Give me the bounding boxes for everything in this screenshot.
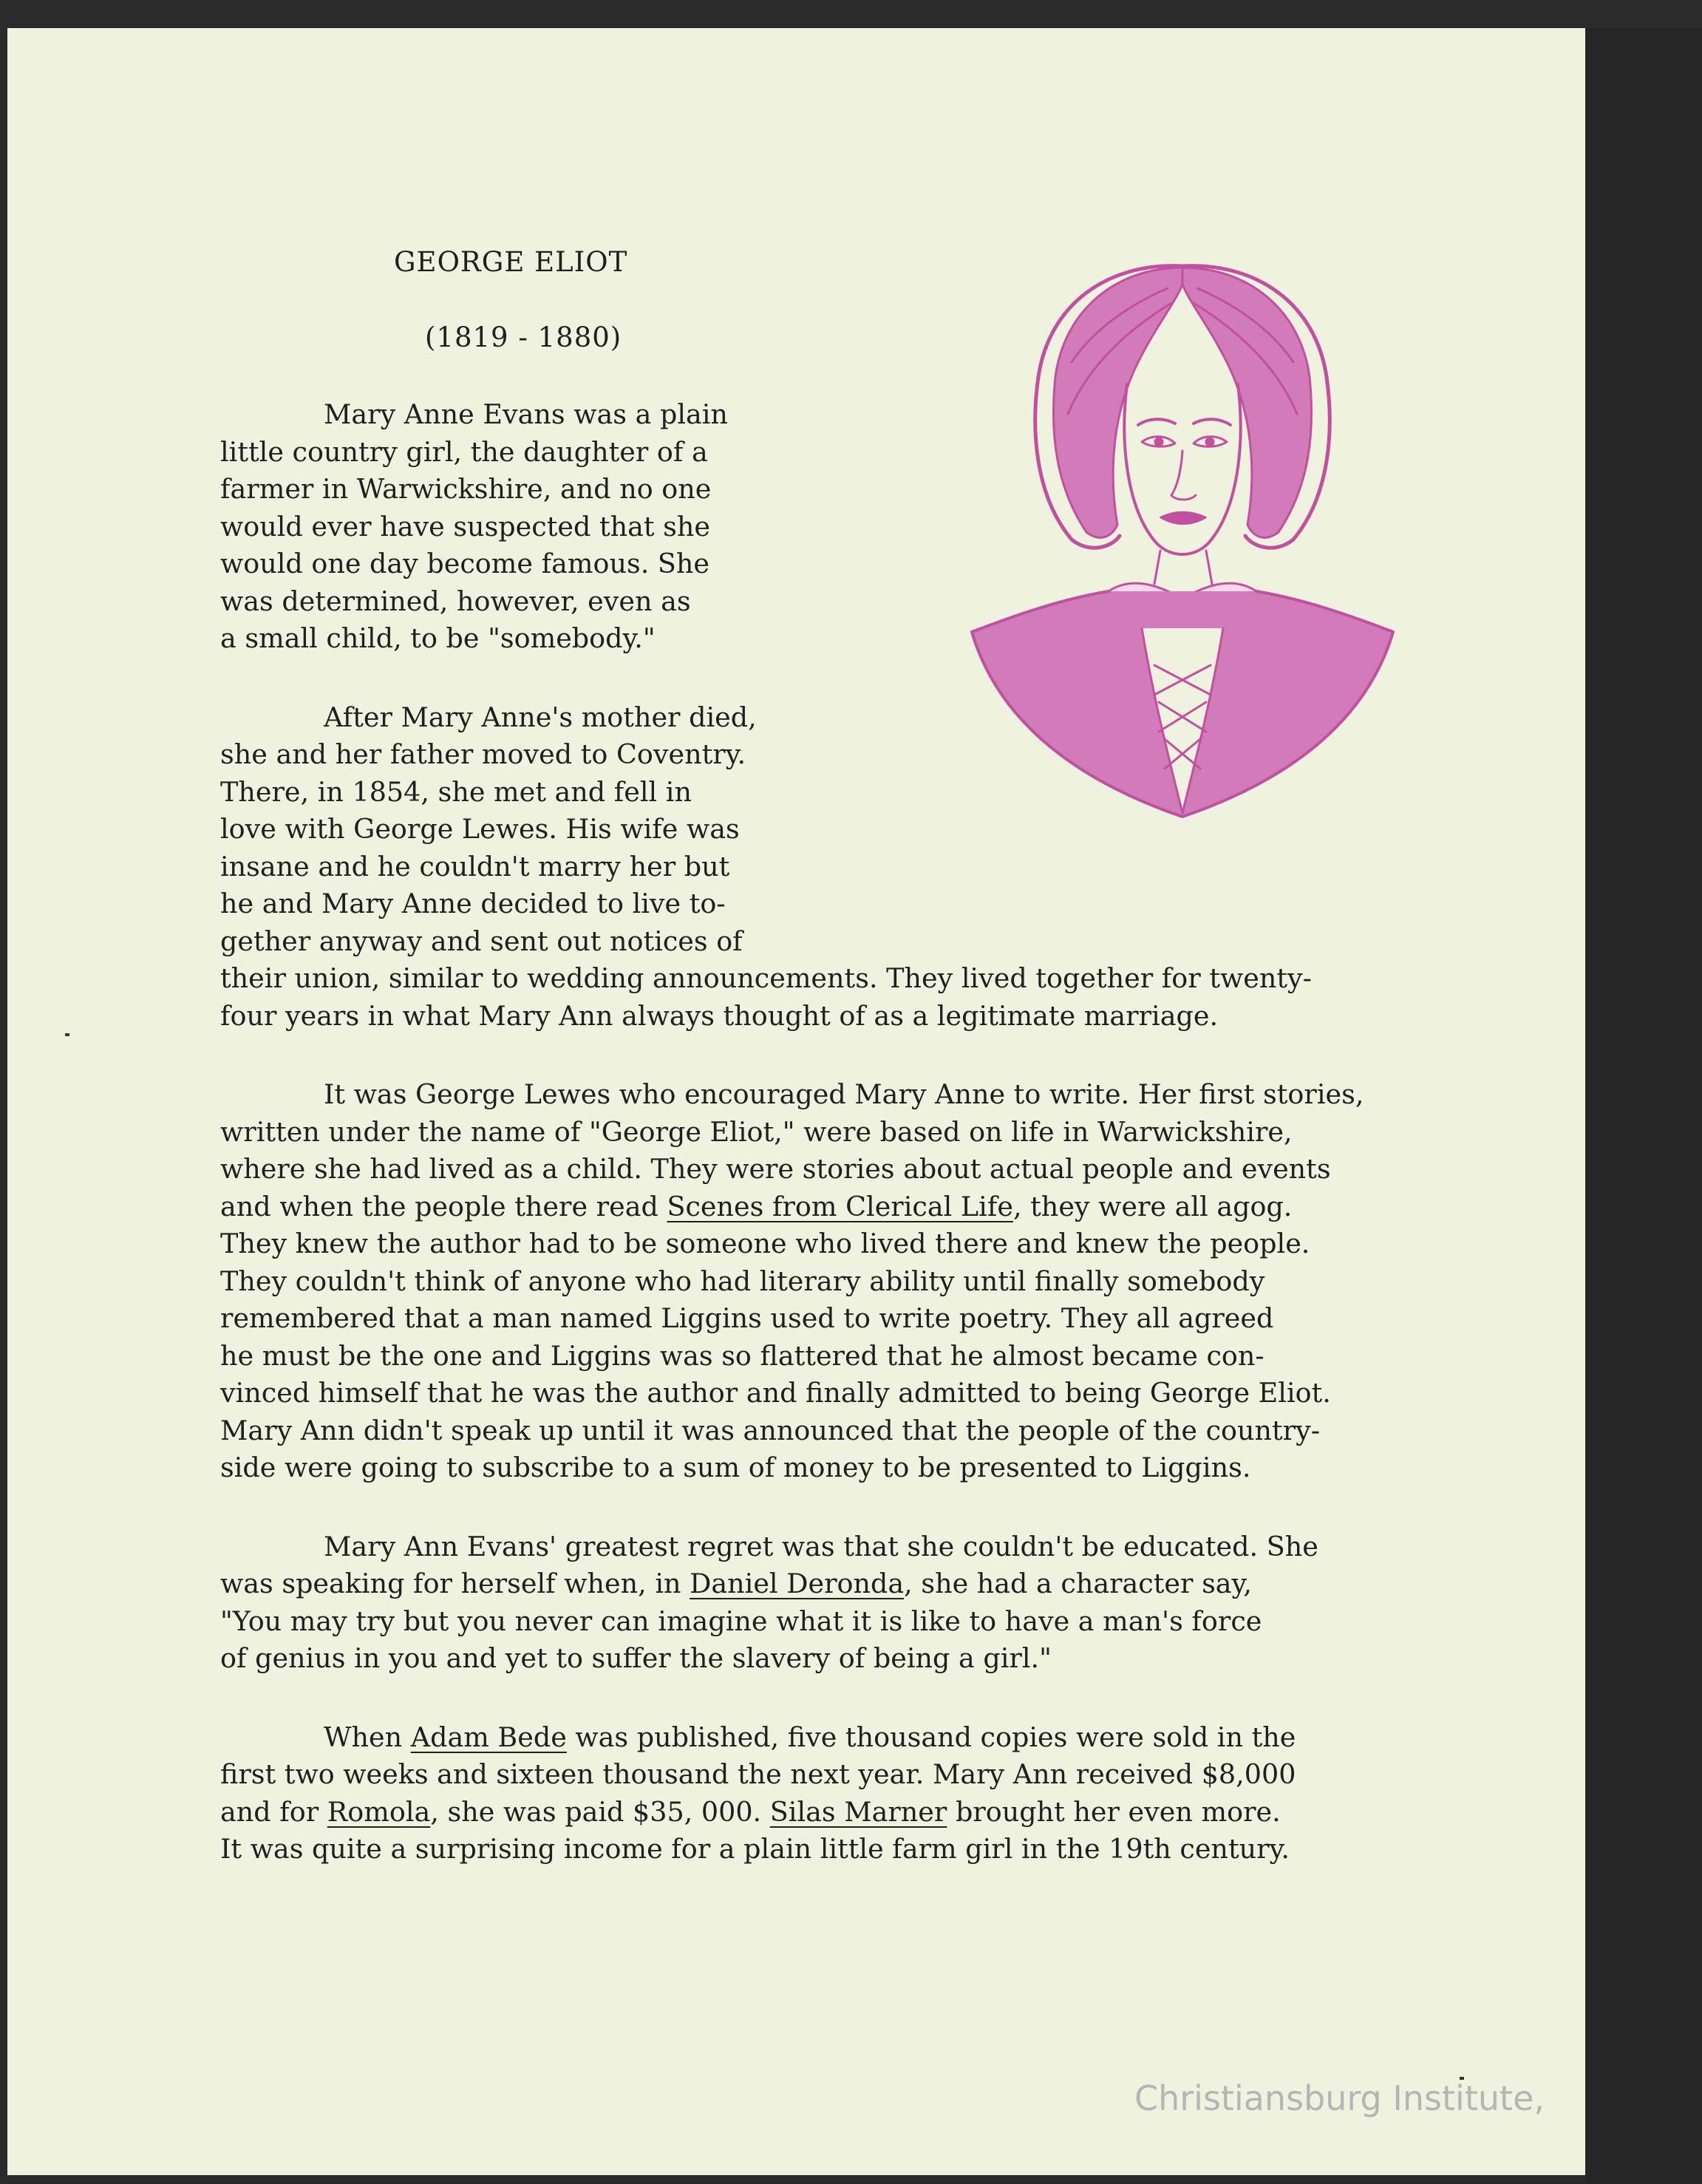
text-line: "You may try but you never can imagine what it is like to have a man's force [220,1605,1262,1637]
text-line: remembered that a man named Liggins used to write poetry. They all agreed [220,1302,1274,1334]
paragraph-3 [220,1076,1573,1487]
text-line: Mary Anne Evans was a plain [324,398,728,430]
portrait-illustration-icon [961,251,1404,843]
paragraph-5 [220,1719,1573,1868]
text-line: he must be the one and Liggins was so flattered that he almost became con- [220,1339,1264,1372]
book-title-silas-marner: Silas Marner [769,1795,947,1828]
text-line: of genius in you and yet to suffer the slavery of being a girl." [220,1642,1052,1674]
text-line: would ever have suspected that she [220,510,710,542]
text-span: and for [220,1795,327,1828]
text-line [220,1565,1573,1603]
paper-speck [65,1033,69,1036]
text-line: was determined, however, even as [220,585,691,617]
text-line: side were going to subscribe to a sum of money to be presented to Liggins. [220,1452,1251,1483]
text-line: love with George Lewes. His wife was [220,813,740,845]
text-line [220,1794,1573,1831]
book-title-scenes: Scenes from Clerical Life [667,1190,1013,1222]
text-line: They knew the author had to be someone who lived there and knew the people. [220,1228,1310,1259]
text-line: After Mary Anne's mother died, [324,701,757,733]
text-line [220,1719,1573,1757]
text-line: little country girl, the daughter of a [220,435,708,468]
watermark: Christiansburg Institute, [1134,2078,1545,2118]
text-span: , they were all agog. [1012,1190,1293,1222]
text-line: There, in 1854, she met and fell in [220,775,692,808]
text-line: she and her father moved to Coventry. [220,738,746,770]
paragraph-4 [220,1528,1573,1678]
text-line: their union, similar to wedding announcements. They lived together for twenty- [220,962,1312,994]
text-line: They couldn't think of anyone who had literary ability until finally somebody [220,1265,1265,1297]
text-line: a small child, to be "somebody." [220,622,656,654]
text-line: four years in what Mary Ann always thought of as a legitimate marriage. [220,999,1219,1032]
text-line: first two weeks and sixteen thousand the next year. Mary Ann received $8,000 [220,1758,1296,1790]
book-title-adam-bede: Adam Bede [410,1721,567,1753]
life-dates: (1819 - 1880) [425,322,622,353]
text-line [220,1188,1573,1226]
text-span: and when the people there read [220,1190,667,1222]
text-line: where she had lived as a child. They were stories about actual people and events [220,1153,1331,1185]
text-span: , she was paid $35, 000. [430,1795,770,1828]
text-line: gether anyway and sent out notices of [220,925,743,957]
binder-edge [1585,28,1702,2184]
text-span: was speaking for herself when, in [220,1568,690,1599]
text-line: farmer in Warwickshire, and no one [220,473,712,505]
text-span: was published, five thousand copies were sold in the [566,1721,1296,1753]
page-title: GEORGE ELIOT [394,246,628,278]
text-span: When [324,1721,411,1753]
text-span: , she had a character say, [904,1568,1252,1599]
book-title-romola: Romola [327,1795,431,1828]
text-line: he and Mary Anne decided to live to- [220,888,726,919]
text-line: insane and he couldn't marry her but [220,850,730,882]
text-line: It was George Lewes who encouraged Mary Anne to write. Her first stories, [324,1078,1364,1110]
text-line: written under the name of "George Eliot," were based on life in Warwickshire, [220,1115,1293,1148]
text-span: brought her even more. [947,1795,1281,1828]
text-line: Mary Ann Evans' greatest regret was that she couldn't be educated. She [324,1530,1318,1562]
text-line: Mary Ann didn't speak up until it was announced that the people of the country- [220,1414,1321,1446]
text-line: It was quite a surprising income for a plain little farm girl in the 19th century. [220,1833,1290,1865]
text-line: would one day become famous. She [220,548,710,579]
book-title-daniel-deronda: Daniel Deronda [690,1568,905,1599]
text-line: vinced himself that he was the author and finally admitted to being George Eliot. [220,1377,1331,1409]
